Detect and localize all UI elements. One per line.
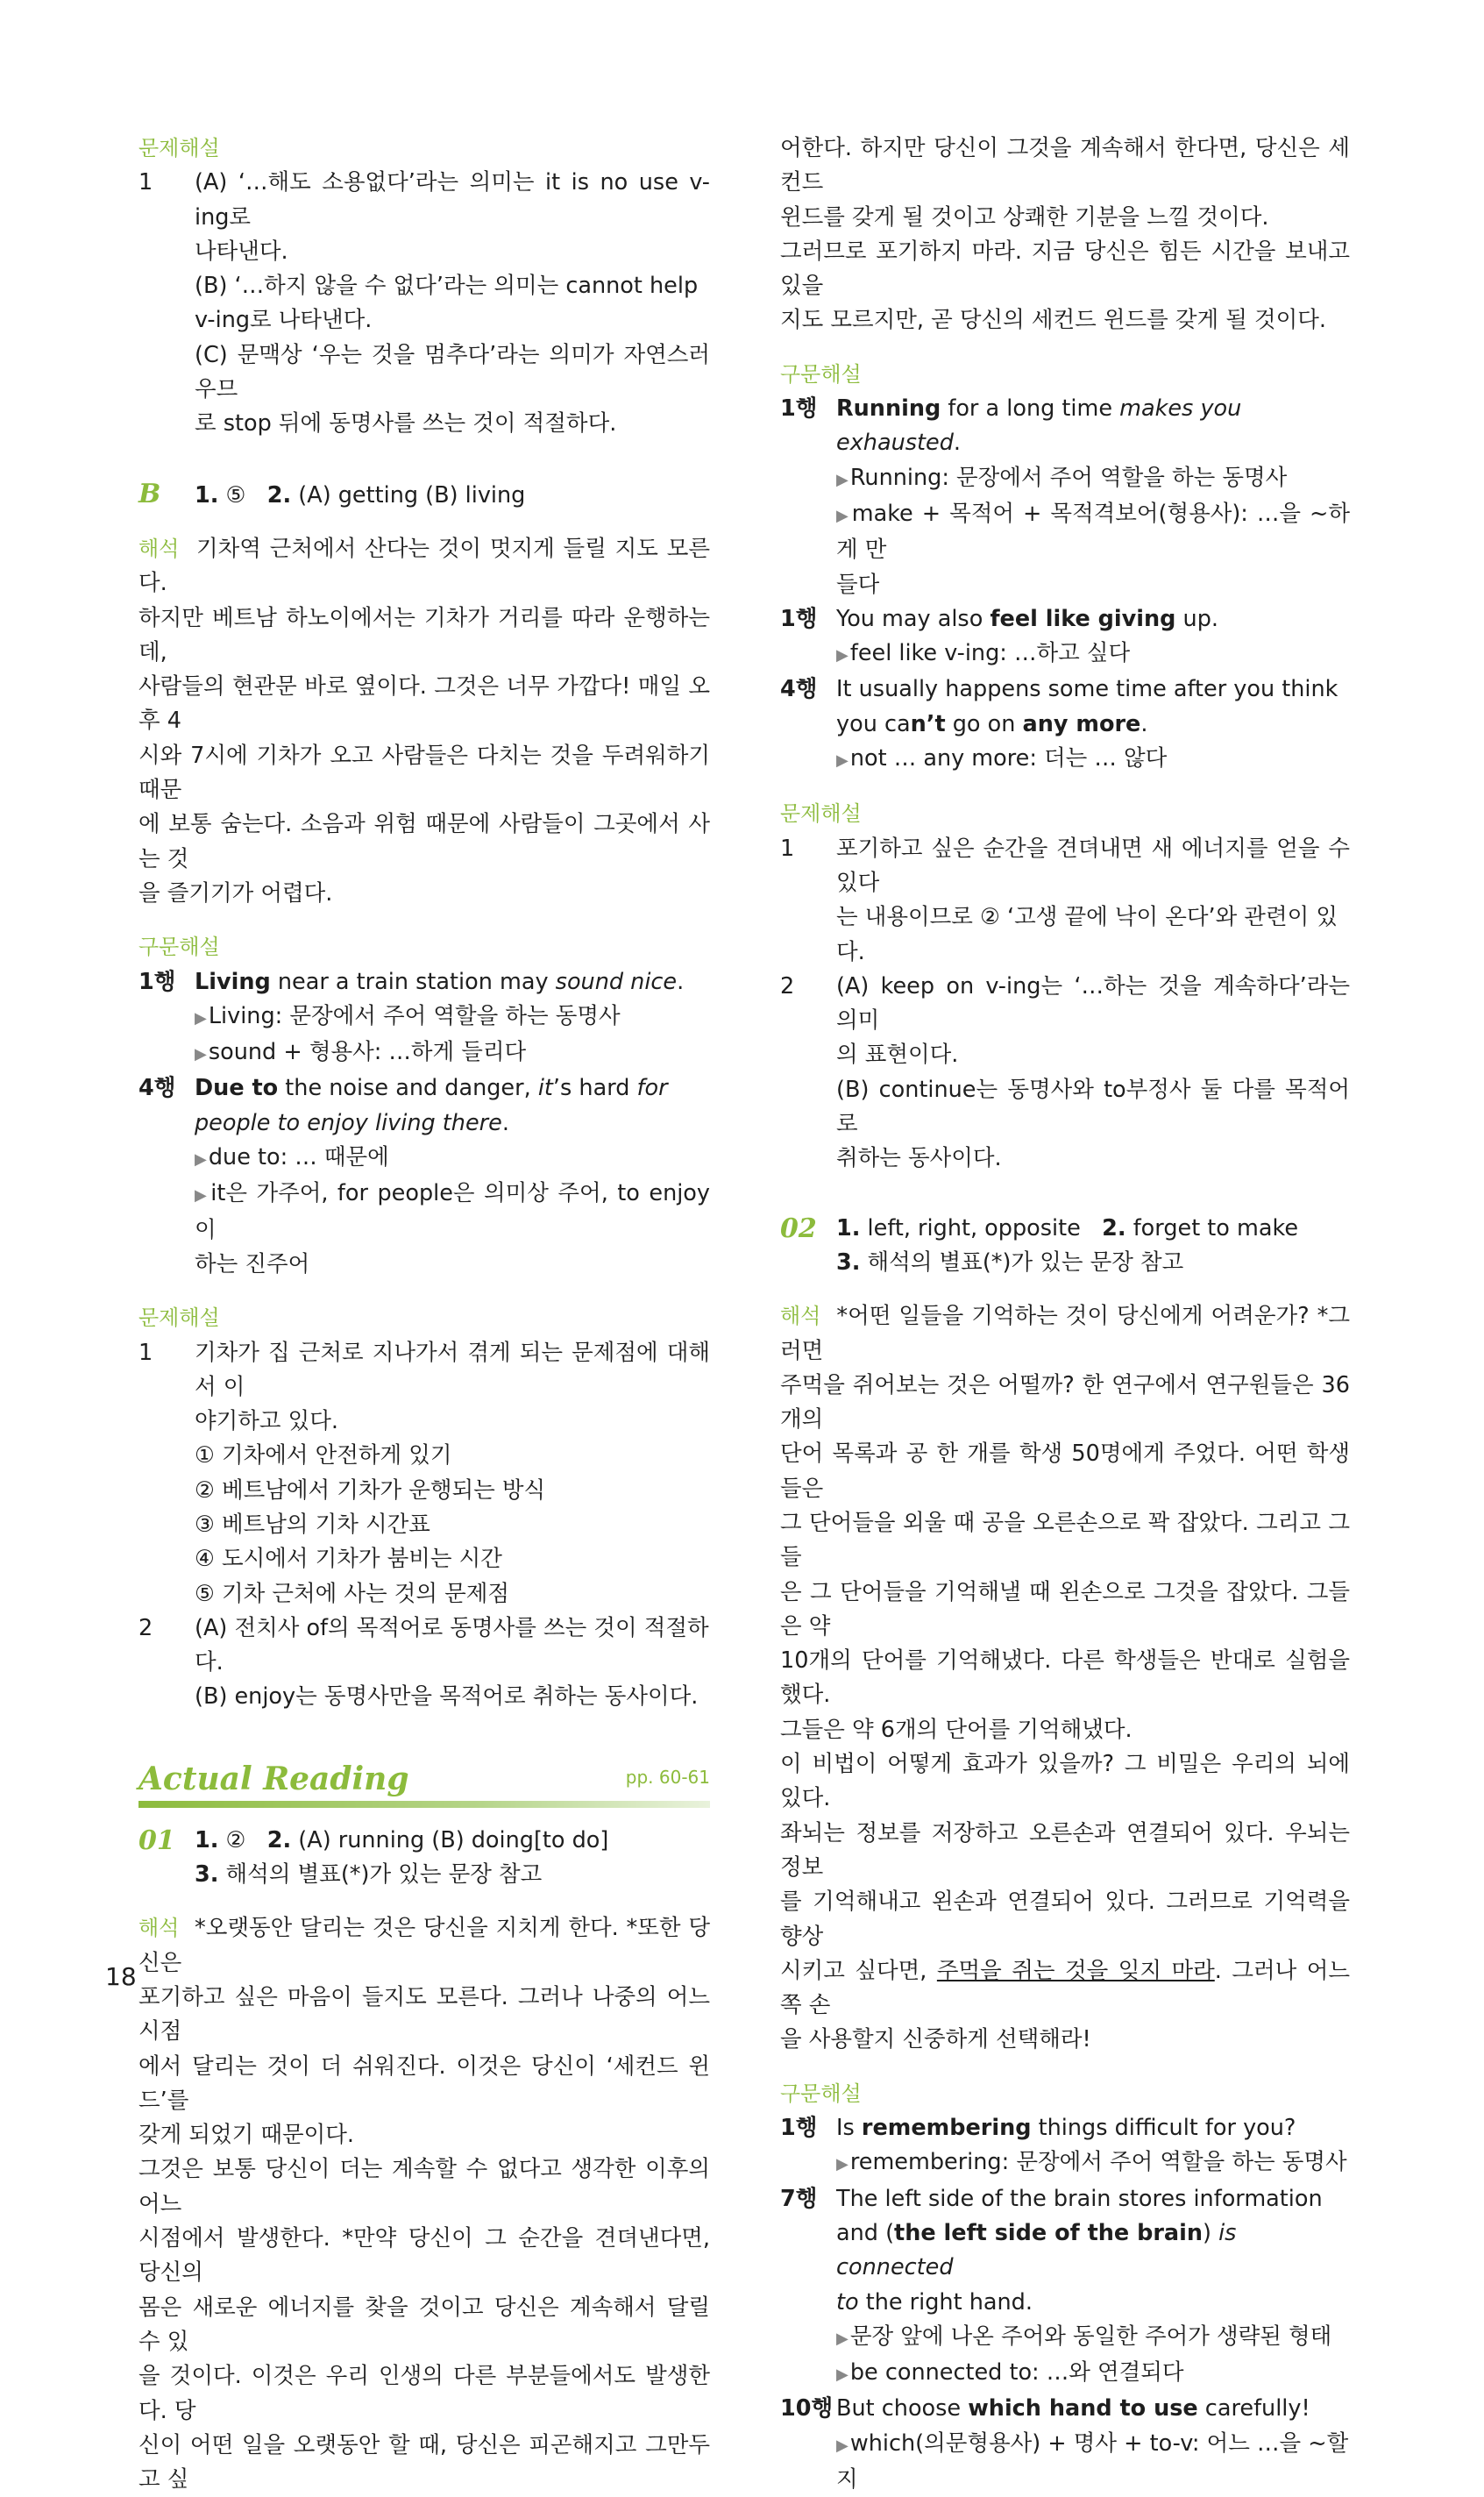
text: near a train station may xyxy=(270,968,556,995)
text-line: *어떤 일들을 기억하는 것이 당신에게 어려운가? *그러면 xyxy=(780,1303,1350,1364)
text-line: 취하는 동사이다. xyxy=(836,1145,1002,1172)
text: the noise and danger, xyxy=(278,1075,538,1102)
section-label-problem: 문제해설 xyxy=(138,1305,220,1331)
line-number: 10행 xyxy=(780,2395,834,2422)
section-label-problem: 문제해설 xyxy=(138,136,220,160)
text-line: 에서 달리는 것이 더 쉬워진다. 이것은 당신이 ‘세컨드 윈드’를 xyxy=(138,2052,710,2114)
item-number: 2 xyxy=(780,972,795,1000)
line-number: 4행 xyxy=(780,676,818,703)
translation-continued xyxy=(780,132,1350,338)
grammar-item-4 xyxy=(138,1071,710,1282)
text-line: (B) ‘…하지 않을 수 없다’라는 의미는 cannot help xyxy=(195,273,699,300)
text: ) xyxy=(1203,2219,1219,2246)
text: . xyxy=(953,430,961,457)
text: . xyxy=(677,968,685,995)
grammar-note xyxy=(836,2356,1350,2392)
triangle-bullet-icon: ▶ xyxy=(836,646,849,665)
line-number: 1행 xyxy=(780,2115,818,2142)
italic-text: is connected xyxy=(836,2219,1237,2281)
text-line: (A) 전치사 of의 목적어로 동명사를 쓰는 것이 적절하다. xyxy=(195,1614,709,1676)
note-text: be connected to: …와 연결되다 xyxy=(849,2359,1184,2387)
answer-value: 해석의 별표(*)가 있는 문장 참고 xyxy=(225,1861,543,1889)
text-line: 윈드를 갖게 될 것이고 상쾌한 기분을 느낄 것이다. xyxy=(780,203,1269,231)
note-text: not … any more: 더는 … 않다 xyxy=(849,745,1168,772)
triangle-bullet-icon: ▶ xyxy=(195,1008,207,1028)
answer-value: left, right, opposite xyxy=(867,1214,1081,1241)
item-number: 1 xyxy=(138,1339,153,1366)
text-line: 시점에서 발생한다. *만약 당신이 그 순간을 견뎌낸다면, 당신의 xyxy=(138,2225,710,2287)
answer-value: 해석의 별표(*)가 있는 문장 참고 xyxy=(867,1248,1184,1276)
answer-number: 1. xyxy=(195,1826,219,1853)
grammar-item-1 xyxy=(780,2111,1350,2182)
header-rule xyxy=(138,1801,710,1808)
choice-line: ④ 도시에서 기차가 붐비는 시간 xyxy=(195,1546,502,1573)
text-line: 에 보통 숨는다. 소음과 위험 때문에 사람들이 그곳에서 사는 것 xyxy=(138,811,710,872)
grammar-note xyxy=(836,2145,1350,2181)
item-number: 2 xyxy=(138,1614,153,1641)
translation-block xyxy=(138,532,710,911)
note-text: sound + 형용사: …하게 들리다 xyxy=(208,1039,527,1066)
bold-text: remembering xyxy=(861,2115,1032,2142)
answer-value: ② xyxy=(225,1826,246,1853)
text: things difficult for you? xyxy=(1031,2115,1296,2142)
grammar-note xyxy=(836,497,1350,568)
italic-text: sound nice xyxy=(555,968,678,995)
grammar-item-1 xyxy=(138,965,710,1072)
choice-line: ⑤ 기차 근처에 사는 것의 문제점 xyxy=(195,1580,509,1607)
answer-number: 2. xyxy=(266,481,292,509)
grammar-item-1 xyxy=(780,392,1350,602)
line-number: 1행 xyxy=(780,395,818,423)
text: . xyxy=(1140,710,1148,737)
text-line: 10개의 단어를 기억해냈다. 다른 학생들은 반대로 실험을 했다. xyxy=(780,1647,1350,1709)
text-line: 를 기억해내고 왼손과 연결되어 있다. 그러므로 기억력을 향상 xyxy=(780,1889,1350,1950)
bold-text: feel like giving xyxy=(990,605,1176,632)
text: But choose xyxy=(836,2395,969,2422)
choice-line: ② 베트남에서 기차가 운행되는 방식 xyxy=(195,1476,546,1504)
note-text: make + 목적어 + 목적격보어(형용사): …을 ~하게 만 xyxy=(836,500,1351,564)
grammar-note: 하는 진주어 xyxy=(195,1250,310,1277)
triangle-bullet-icon: ▶ xyxy=(836,506,850,525)
bold-text: the left side of the brain xyxy=(894,2219,1204,2246)
note-text: it은 가주어, for people은 의미상 주어, to enjoy 이 xyxy=(195,1180,711,1243)
grammar-note xyxy=(836,742,1350,778)
triangle-bullet-icon: ▶ xyxy=(836,2365,849,2385)
line-number: 1행 xyxy=(780,605,818,632)
text: carefully! xyxy=(1197,2395,1310,2422)
text: ’s hard xyxy=(552,1075,637,1102)
section-label-translation: 해석 xyxy=(780,1304,821,1329)
text: . 그러나 어느 쪽 손 xyxy=(780,1957,1350,2019)
section-label-grammar: 구문해설 xyxy=(138,935,220,960)
note-text: due to: … 때문에 xyxy=(208,1144,389,1171)
text-line: 야기하고 있다. xyxy=(195,1408,339,1435)
bold-text: Running xyxy=(836,395,941,423)
text-line: (A) ‘…해도 소용없다’라는 의미는 it is no use v-ing로 xyxy=(195,169,710,231)
text-line: v-ing로 나타낸다. xyxy=(195,307,373,334)
section-label-problem: 문제해설 xyxy=(780,801,862,827)
text-line: 기차가 집 근처로 지나가서 겪게 되는 문제점에 대해서 이 xyxy=(195,1339,710,1400)
actual-reading-header xyxy=(138,1755,710,1808)
text-line: (C) 문맥상 ‘우는 것을 멈추다’라는 의미가 자연스러우므 xyxy=(195,341,710,403)
text: up. xyxy=(1175,605,1218,632)
answer-number: 1. xyxy=(195,481,219,509)
section-label-grammar: 구문해설 xyxy=(780,2081,862,2106)
text: and ( xyxy=(836,2219,895,2246)
grammar-note xyxy=(836,2320,1350,2356)
answer-item-2 xyxy=(780,970,1350,1177)
answer-item-1 xyxy=(780,832,1350,970)
text-line: *오랫동안 달리는 것은 당신을 지치게 한다. *또한 당신은 xyxy=(138,1915,710,1976)
text-line: 는 내용이므로 ② ‘고생 끝에 낙이 온다’와 관련이 있다. xyxy=(836,904,1338,965)
note-text: Living: 문장에서 주어 역할을 하는 동명사 xyxy=(208,1002,621,1029)
translation-block xyxy=(780,1299,1350,2058)
text-line: 포기하고 싶은 순간을 견뎌내면 새 에너지를 얻을 수 있다 xyxy=(836,835,1350,896)
grammar-item-4 xyxy=(780,672,1350,778)
triangle-bullet-icon: ▶ xyxy=(195,1045,207,1064)
bold-text: Living xyxy=(195,968,271,995)
answer-item-2 xyxy=(138,1611,710,1715)
text-line: 갖게 되었기 때문이다. xyxy=(138,2122,355,2149)
grammar-note xyxy=(836,461,1350,497)
triangle-bullet-icon: ▶ xyxy=(836,2329,849,2348)
answer-01 xyxy=(138,1824,710,1893)
text-line: 시와 7시에 기차가 오고 사람들은 다치는 것을 두려워하기 때문 xyxy=(138,742,710,804)
text: for a long time xyxy=(941,395,1120,423)
triangle-bullet-icon: ▶ xyxy=(195,1150,207,1170)
text-line: 이 비법이 어떻게 효과가 있을까? 그 비밀은 우리의 뇌에 있다. xyxy=(780,1751,1350,1812)
question-number: 01 xyxy=(138,1825,175,1856)
choice-line: ① 기차에서 안전하게 있기 xyxy=(195,1442,452,1469)
text-line: 포기하고 싶은 마음이 들지도 모른다. 그러나 나중의 어느 시점 xyxy=(138,1983,710,2045)
page-number: 18 xyxy=(105,1962,137,1991)
text: The left side of the brain stores information xyxy=(836,2185,1323,2212)
answer-number: 2. xyxy=(1102,1214,1126,1241)
note-text: feel like v-ing: …하고 싶다 xyxy=(849,640,1131,667)
text: . xyxy=(501,1109,509,1136)
answer-02 xyxy=(780,1212,1350,1281)
section-letter-B: B xyxy=(138,478,161,509)
bold-text: any more xyxy=(1022,710,1141,737)
text: Is xyxy=(836,2115,862,2142)
triangle-bullet-icon: ▶ xyxy=(836,751,849,771)
grammar-item-7 xyxy=(780,2182,1350,2393)
section-label-translation: 해석 xyxy=(138,1916,180,1941)
text-line: 기차역 근처에서 산다는 것이 멋지게 들릴 지도 모른다. xyxy=(138,535,710,597)
line-number: 7행 xyxy=(780,2185,818,2212)
line-number: 1행 xyxy=(138,968,176,995)
note-text: remembering: 문장에서 주어 역할을 하는 동명사 xyxy=(849,2149,1347,2176)
grammar-note xyxy=(195,1141,710,1177)
text-line: 로 stop 뒤에 동명사를 쓰는 것이 적절하다. xyxy=(195,410,617,438)
text: the right hand. xyxy=(858,2288,1033,2316)
triangle-bullet-icon: ▶ xyxy=(836,2436,849,2455)
text-line: 어한다. 하지만 당신이 그것을 계속해서 한다면, 당신은 세컨드 xyxy=(780,135,1350,196)
italic-text: it xyxy=(537,1075,553,1102)
answer-item-1 xyxy=(138,1336,710,1611)
note-text: Running: 문장에서 주어 역할을 하는 동명사 xyxy=(849,464,1288,491)
text-line: 그러므로 포기하지 마라. 지금 당신은 힘든 시간을 보내고 있을 xyxy=(780,238,1350,300)
actual-reading-title: Actual Reading xyxy=(138,1761,409,1798)
answer-B xyxy=(138,477,710,513)
translation-block xyxy=(138,1911,710,2497)
text-line: 을 사용할지 신중하게 선택해라! xyxy=(780,2026,1091,2053)
choice-line: ③ 베트남의 기차 시간표 xyxy=(195,1511,430,1538)
triangle-bullet-icon: ▶ xyxy=(836,470,849,489)
text-line: 하지만 베트남 하노이에서는 기차가 거리를 따라 운행하는데, xyxy=(138,604,710,665)
question-number: 02 xyxy=(780,1213,817,1244)
answer-value: forget to make xyxy=(1133,1214,1299,1241)
text-line: 은 그 단어들을 기억해낼 때 왼손으로 그것을 잡았다. 그들은 약 xyxy=(780,1578,1350,1640)
grammar-note xyxy=(836,2427,1350,2497)
left-column xyxy=(138,132,710,2497)
note-text: 들다 xyxy=(836,571,880,598)
text-line: 나타낸다. xyxy=(195,238,288,265)
grammar-note xyxy=(195,1000,710,1035)
text-line: 좌뇌는 정보를 저장하고 오른손과 연결되어 있다. 우뇌는 정보 xyxy=(780,1819,1350,1881)
grammar-note xyxy=(836,637,1350,672)
text-line: 그것은 보통 당신이 더는 계속할 수 없다고 생각한 이후의 어느 xyxy=(138,2156,710,2217)
item-number: 1 xyxy=(138,169,153,196)
text: You may also xyxy=(836,605,991,632)
text-line: 의 표현이다. xyxy=(836,1042,959,1069)
bold-text: which hand to use xyxy=(968,2395,1198,2422)
italic-text: people to enjoy living there xyxy=(195,1109,502,1136)
section-label-grammar: 구문해설 xyxy=(780,361,862,387)
grammar-note xyxy=(195,1177,710,1248)
answer-number: 1. xyxy=(836,1214,861,1241)
answer-number: 3. xyxy=(836,1248,861,1276)
triangle-bullet-icon: ▶ xyxy=(836,2155,849,2174)
note-text: which(의문형용사) + 명사 + to-v: 어느 …을 ~할지 xyxy=(836,2429,1349,2493)
note-text: 문장 앞에 나온 주어와 동일한 주어가 생략된 형태 xyxy=(849,2323,1332,2350)
text-line: 을 것이다. 이것은 우리 인생의 다른 부분들에서도 발생한다. 당 xyxy=(138,2363,710,2424)
section-label-translation: 해석 xyxy=(138,536,180,561)
answer-value: (A) running (B) doing[to do] xyxy=(298,1826,609,1853)
text-line: 지도 모르지만, 곧 당신의 세컨드 윈드를 갖게 될 것이다. xyxy=(780,307,1326,334)
bold-text: Due to xyxy=(195,1075,279,1102)
text-line: 몸은 새로운 에너지를 찾을 것이고 당신은 계속해서 달릴 수 있 xyxy=(138,2294,710,2355)
text-line: 단어 목록과 공 한 개를 학생 50명에게 주었다. 어떤 학생들은 xyxy=(780,1441,1350,1502)
text: go on xyxy=(945,710,1023,737)
text: 시키고 싶다면, xyxy=(780,1957,937,1984)
text-line: (B) enjoy는 동명사만을 목적어로 취하는 동사이다. xyxy=(195,1683,699,1711)
page-range: pp. 60-61 xyxy=(625,1767,710,1789)
italic-text: makes you exhausted xyxy=(836,395,1242,457)
text: It usually happens some time after you think xyxy=(836,676,1338,703)
answer-item-1 xyxy=(138,166,710,441)
text-line: 신이 어떤 일을 오랫동안 할 때, 당신은 피곤해지고 그만두고 싶 xyxy=(138,2431,710,2493)
underlined-text: 주먹을 쥐는 것을 잊지 마라 xyxy=(936,1957,1215,1984)
text: you ca xyxy=(836,710,911,737)
right-column xyxy=(780,132,1350,2497)
grammar-note xyxy=(195,1035,710,1071)
grammar-item-10 xyxy=(780,2392,1350,2497)
text-line: 사람들의 현관문 바로 옆이다. 그것은 너무 가깝다! 매일 오후 4 xyxy=(138,673,710,735)
line-number: 4행 xyxy=(138,1075,176,1102)
italic-text: to xyxy=(836,2288,859,2316)
answer-value: ⑤ xyxy=(225,481,246,509)
text-line: 을 즐기기가 어렵다. xyxy=(138,879,333,907)
text-line: 그들은 약 6개의 단어를 기억해냈다. xyxy=(780,1716,1133,1743)
answer-number: 2. xyxy=(266,1826,292,1853)
answer-number: 3. xyxy=(195,1861,219,1889)
triangle-bullet-icon: ▶ xyxy=(195,1186,209,1206)
answer-value: (A) getting (B) living xyxy=(298,481,526,509)
grammar-item-1b xyxy=(780,602,1350,673)
bold-text: n’t xyxy=(910,710,946,737)
text-line: 주먹을 쥐어보는 것은 어떨까? 한 연구에서 연구원들은 36개의 xyxy=(780,1371,1350,1433)
text-line: 그 단어들을 외울 때 공을 오른손으로 꽉 잡았다. 그리고 그들 xyxy=(780,1509,1350,1571)
italic-text: for xyxy=(636,1075,668,1102)
text-line: (B) continue는 동명사와 to부정사 둘 다를 목적어로 xyxy=(836,1076,1350,1138)
item-number: 1 xyxy=(780,835,795,862)
text-line: (A) keep on v-ing는 ‘…하는 것을 계속하다’라는 의미 xyxy=(836,972,1350,1035)
